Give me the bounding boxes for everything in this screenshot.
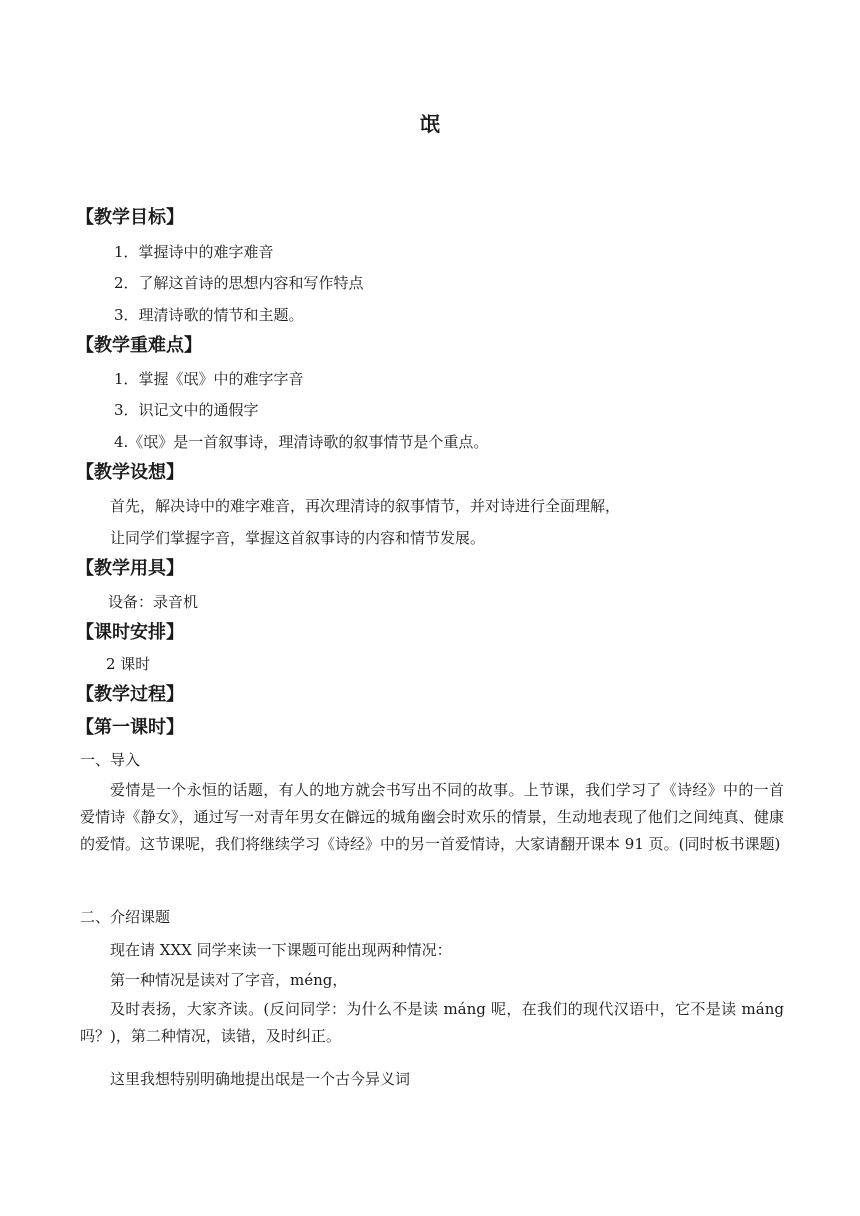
schedule-text: 2 课时: [106, 655, 151, 673]
heading-key-points: 【教学重难点】: [76, 335, 202, 356]
topic-line-1: 现在请 XXX 同学来读一下课题可能出现两种情况：: [110, 941, 452, 959]
heading-schedule: 【课时安排】: [76, 622, 184, 643]
key-point-item-1: 1．掌握《氓》中的难字字音: [114, 370, 304, 388]
tools-text: 设备：录音机: [108, 593, 199, 611]
section-title-intro: 一、导入: [80, 751, 141, 769]
design-line-2: 让同学们掌握字音，掌握这首叙事诗的内容和情节发展。: [110, 529, 486, 547]
topic-line-3: 这里我想特别明确地提出氓是一个古今异义词: [110, 1070, 411, 1088]
design-line-1: 首先，解决诗中的难字难音，再次理清诗的叙事情节，并对诗进行全面理解，: [110, 497, 621, 515]
heading-teaching-goals: 【教学目标】: [76, 207, 184, 228]
heading-teaching-design: 【教学设想】: [76, 462, 184, 483]
intro-paragraph: 爱情是一个永恒的话题，有人的地方就会书写出不同的故事。上节课，我们学习了《诗经》中的一首爱情诗《静女》，通过写一对青年男女在僻远的城角幽会时欢乐的情景，生动地表现了他们之间纯真、健康的爱情。这节课呢，我们将继续学习《诗经》中的另一首爱情诗，大家请翻开课本 91 页。(同时板书课题): [80, 781, 784, 853]
topic-line-2: 第一种情况是读对了字音，méng，: [110, 971, 348, 989]
goal-item-3: 3．理清诗歌的情节和主题。: [114, 306, 304, 324]
heading-teaching-process: 【教学过程】: [76, 684, 184, 705]
goal-item-2: 2．了解这首诗的思想内容和写作特点: [114, 274, 364, 292]
goal-item-1: 1．掌握诗中的难字难音: [114, 243, 274, 261]
topic-paragraph: 及时表扬，大家齐读。(反问同学：为什么不是读 máng 呢，在我们的现代汉语中，它不是读 máng 吗？)，第二种情况，读错，及时纠正。: [80, 1000, 784, 1045]
heading-first-lesson: 【第一课时】: [76, 717, 184, 738]
key-point-item-2: 3．识记文中的通假字: [114, 401, 259, 419]
page-title: 氓: [420, 112, 440, 136]
heading-teaching-tools: 【教学用具】: [76, 558, 184, 579]
key-point-item-3: 4.《氓》是一首叙事诗，理清诗歌的叙事情节是个重点。: [114, 433, 489, 451]
section-title-topic: 二、介绍课题: [80, 908, 171, 926]
